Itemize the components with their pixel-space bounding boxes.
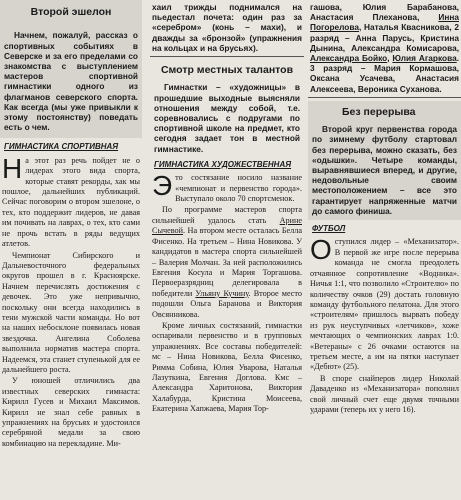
paragraph: ступился лидер – «Механизатор». В первой же игре после перерыва команда не смогла преодолеть отчаянное сопротивление «Водника». Ничья 1:1, что позволило «Строителю» по количеству очков (29) достать головную команду футбольного пелатона. Для этого «строителям» пришлось вырвать победу из рук неуступчивых «летчиков», хоже мечтающих о чемпионских лаврах 1:0. «Ветераны» с 26 очками остаются на третьем месте, а им на пятки наступает «Дебют» (25). bbox=[310, 237, 459, 372]
paragraph: Чемпионат Сибирского и Дальневосточного федеральных округов прошел в г. Красноярске. Начнем перечислять достижения с девочек. Это уже непривычно, поскольку они всегда находились в тени мужской части команды. Но вот на наших небосклоне появилась новая звездочка. Ангелина Соболева выполнила норматив мастера спорта. Надеемся, эта станет ступенькой для ее дальнейшего роста. bbox=[2, 250, 140, 374]
dropcap: Н bbox=[2, 152, 23, 184]
box-title: Смотр местных талантов bbox=[160, 64, 294, 77]
text: гашова, Юлия Барабанова, Анастасия Плеханова, bbox=[310, 2, 459, 23]
text: , Наталья Квасникова, 2 разряд – Анна Парусь, Кристина Дынина, Александра Комисарова, bbox=[310, 22, 459, 53]
box-lead: Гимнастки – «художницы» в прошедшие выходные выясняли отношения между собой, т.е. соревновались с подругами по спортивной школе на предмет, кто сегодня задает тон в местной гимнастике. bbox=[154, 82, 300, 154]
text: По программе мастеров спорта сильнейшей удалось стать bbox=[152, 205, 302, 225]
underlined-name: Ульяну Кучину bbox=[195, 288, 249, 298]
column-1 bbox=[0, 0, 142, 500]
paragraph: У юношей отличились два известных северских гимнаста: Кирилл Гусев и Михаил Максимов. Кирилл не знал себе равных в упражнениях на брусьях и удостоился серебряной медали за свою комбинацию на перекладине. Ми- bbox=[2, 376, 140, 448]
continued-text bbox=[310, 2, 459, 94]
box-title: Без перерыва bbox=[342, 105, 416, 118]
text: . 3 разряд – Мария Кормашова, Оксана Усачева, Анастасия Алексеева, Вероника Суханова. bbox=[310, 53, 459, 94]
article-body bbox=[0, 152, 142, 449]
underlined-name: Инна Погорелова bbox=[310, 12, 459, 33]
second-echelon-box bbox=[0, 0, 142, 138]
paragraph: В споре снайперов лидер Николай Даваденко из «Механизатора» пополнил свой личный счет еще двумя точными ударами (теперь их у него 16). bbox=[310, 373, 459, 414]
article-body bbox=[308, 234, 461, 415]
column-2 bbox=[150, 0, 304, 500]
paragraph: то состязание носило название «чемпионат и первенство города». Выступало около 70 спортсменок. bbox=[175, 173, 302, 204]
dropcap: Э bbox=[152, 170, 173, 202]
continued-text: хаил трижды поднимался на пьедестал почета: один раз за «серебром» (конь – махи), и дважды за «бронзой» (упражнения на кольцах и на брусьях). bbox=[152, 2, 302, 53]
underlined-name: Юлия Агаркова bbox=[392, 53, 457, 64]
paragraph: а этот раз речь пойдет не о лидерах этого вида спорта, которые ставят рекорды, хак мы пошлое, дальнейших публикаций. Сейчас поговорим о втором эшелоне, о тех, кто поддержит лидеров, не давая им почивать на лаврах, о тех, кто сами не прочь встать в ряды ведущих атлетов. bbox=[2, 155, 140, 249]
local-talents-box bbox=[150, 60, 304, 156]
box-lead: Начнем, пожалуй, рассказ о спортивных событиях в Северске и за его пределами со знакомства с выступлением мастеров спортивной гимнастики одного из флагманов северского спорта. Как всегда (мы уже привыкли к этому постоянству) поведать есть о чем. bbox=[4, 30, 138, 133]
section-rubric: ГИМНАСТИКА СПОРТИВНАЯ bbox=[4, 142, 119, 152]
no-break-box bbox=[308, 101, 461, 220]
text: , bbox=[387, 53, 393, 64]
underlined-name: Александра Бойко bbox=[310, 53, 388, 64]
divider bbox=[150, 56, 304, 57]
divider bbox=[308, 97, 461, 98]
column-3 bbox=[308, 0, 461, 500]
text: . На втором месте осталась Белла Фисенко. На третьем – Нина Новикова. У кандидатов в мастера спорта сильнейшей – Валерия Молчан. За ней расположились Евгения Косула и Мария Торгашова. Первоеразрядниц делегировала в победители bbox=[152, 226, 302, 298]
dropcap: О bbox=[310, 234, 332, 266]
underlined-name: Арине Сычевой bbox=[152, 215, 302, 236]
text: . Второе место подошли Ольга Баранова и Виктория Овсянникова. bbox=[152, 288, 302, 319]
paragraph bbox=[152, 205, 302, 319]
paragraph: Кроме личных состязаний, гимнастки оспаривали первенство и в групповых упражнениях. Все составы победителей: мс – Нина Новикова, Белла Фисенко, Римма Собина, Юлия Уварова, Наталья Лазуткина, Евгения Доглова. Кмс – Александра Харитонова, Виктория Халабурда, Кристина Моисеева, Екатерина Хапжаева, Мария Тор- bbox=[152, 320, 302, 414]
article-body bbox=[150, 170, 304, 414]
section-rubric: ФУТБОЛ bbox=[312, 224, 346, 234]
section-rubric: ГИМНАСТИКА ХУДОЖЕСТВЕННАЯ bbox=[154, 159, 292, 169]
box-lead: Второй круг первенства города по зимнему футболу стартовал без перерыва, можно сказать, без «одышки». Четыре команды, выравнявшиеся вперед, и другие, недовольные своим местоположением – все это гарантирует напряженные матчи до самого финиша. bbox=[312, 124, 457, 216]
box-title: Второй эшелон bbox=[30, 6, 112, 18]
